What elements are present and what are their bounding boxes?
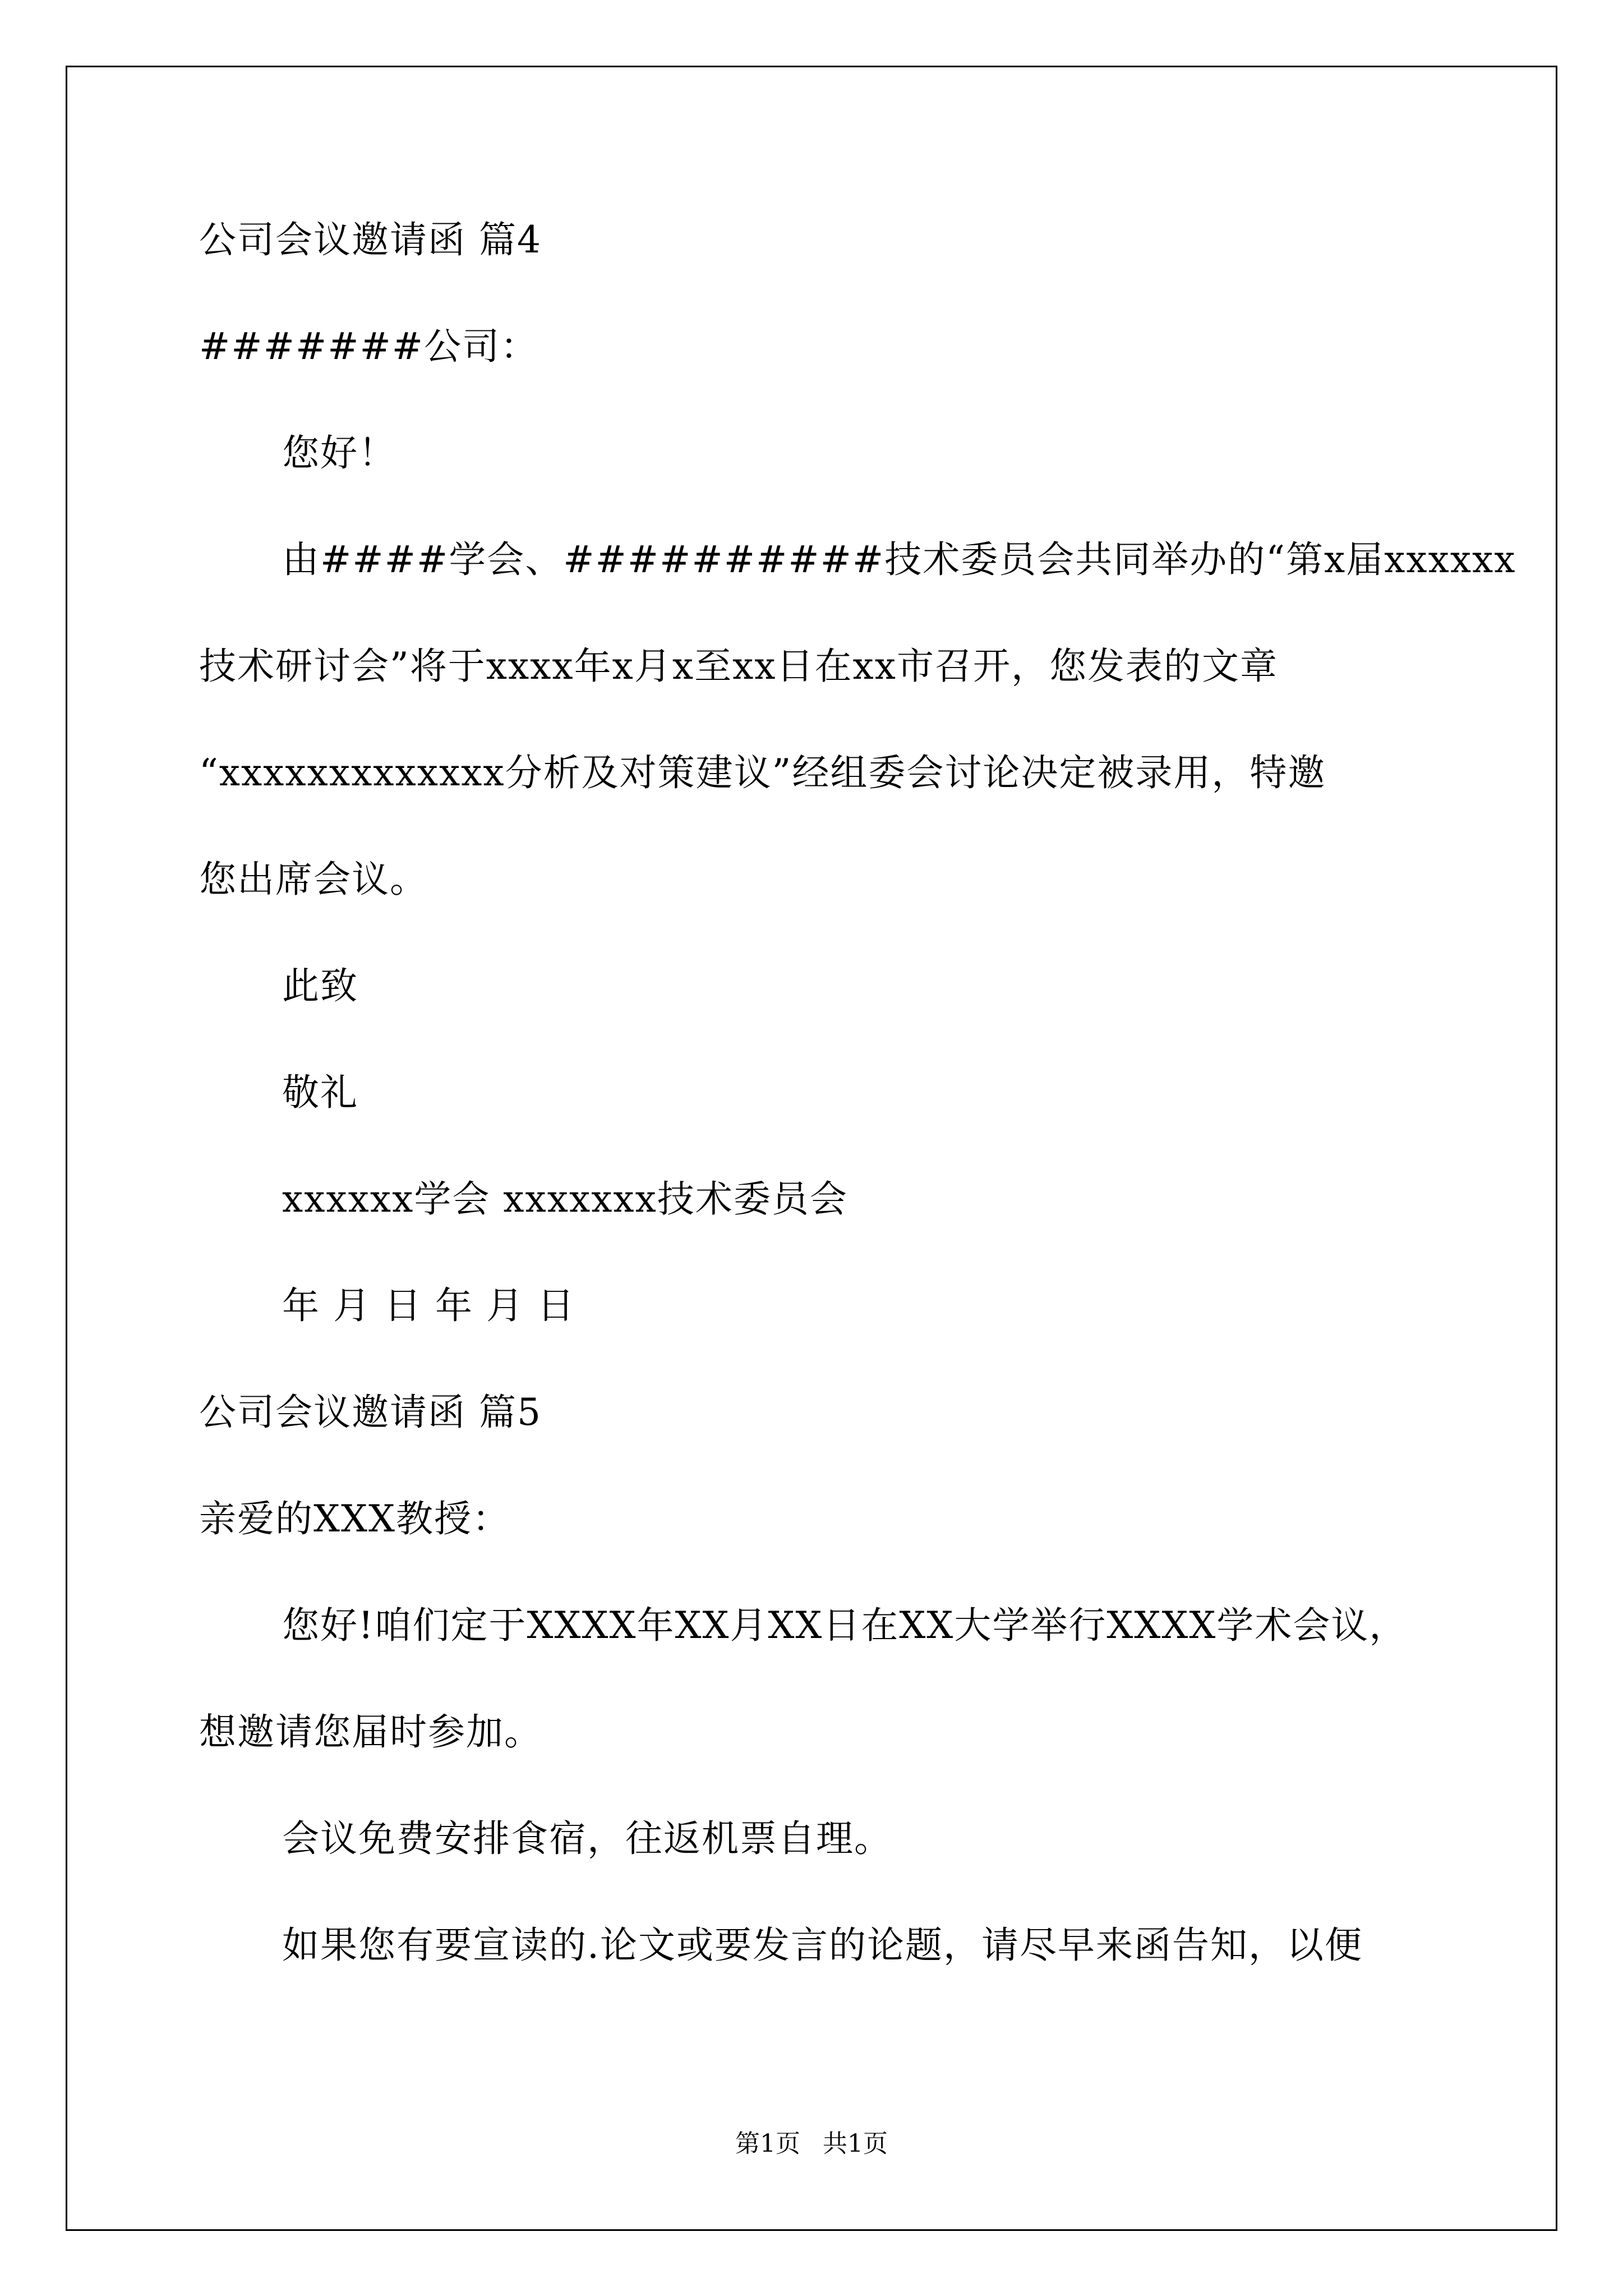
body-paragraph-line: 想邀请您届时参加。 bbox=[199, 1710, 542, 1754]
body-paragraph-line: 您好!咱们定于XXXX年XX月XX日在XX大学举行XXXX学术会议， bbox=[282, 1604, 1408, 1647]
body-paragraph-line: 您出席会议。 bbox=[199, 858, 428, 901]
body-paragraph-line: 如果您有要宣读的.论文或要发言的论题，请尽早来函告知，以便 bbox=[282, 1924, 1363, 1967]
signature-date: 年 月 日 年 月 日 bbox=[282, 1284, 575, 1327]
body-paragraph-line: 由####学会、##########技术委员会共同举办的“第x届xxxxxx bbox=[282, 538, 1516, 581]
page-number: 第1页 bbox=[735, 2129, 800, 2158]
body-paragraph-line: 技术研讨会”将于xxxx年x月x至xx日在xx市召开，您发表的文章 bbox=[199, 645, 1278, 688]
closing-jingli: 敬礼 bbox=[282, 1071, 358, 1114]
salutation-company: #######公司： bbox=[199, 325, 539, 368]
document-body bbox=[199, 218, 1516, 2033]
greeting: 您好！ bbox=[282, 431, 396, 475]
section-heading-5: 公司会议邀请函 篇5 bbox=[199, 1391, 542, 1434]
page-total: 共1页 bbox=[823, 2129, 888, 2158]
salutation-professor: 亲爱的XXX教授： bbox=[199, 1497, 510, 1540]
body-paragraph-line: “xxxxxxxxxxxxx分析及对策建议”经组委会讨论决定被录用，特邀 bbox=[199, 751, 1326, 794]
page-footer bbox=[0, 2129, 1623, 2158]
signature-organizers: xxxxxx学会 xxxxxxx技术委员会 bbox=[282, 1177, 848, 1221]
closing-cizhi: 此致 bbox=[282, 964, 358, 1007]
body-paragraph-line: 会议免费安排食宿，往返机票自理。 bbox=[282, 1817, 892, 1860]
section-heading-4: 公司会议邀请函 篇4 bbox=[199, 218, 542, 261]
